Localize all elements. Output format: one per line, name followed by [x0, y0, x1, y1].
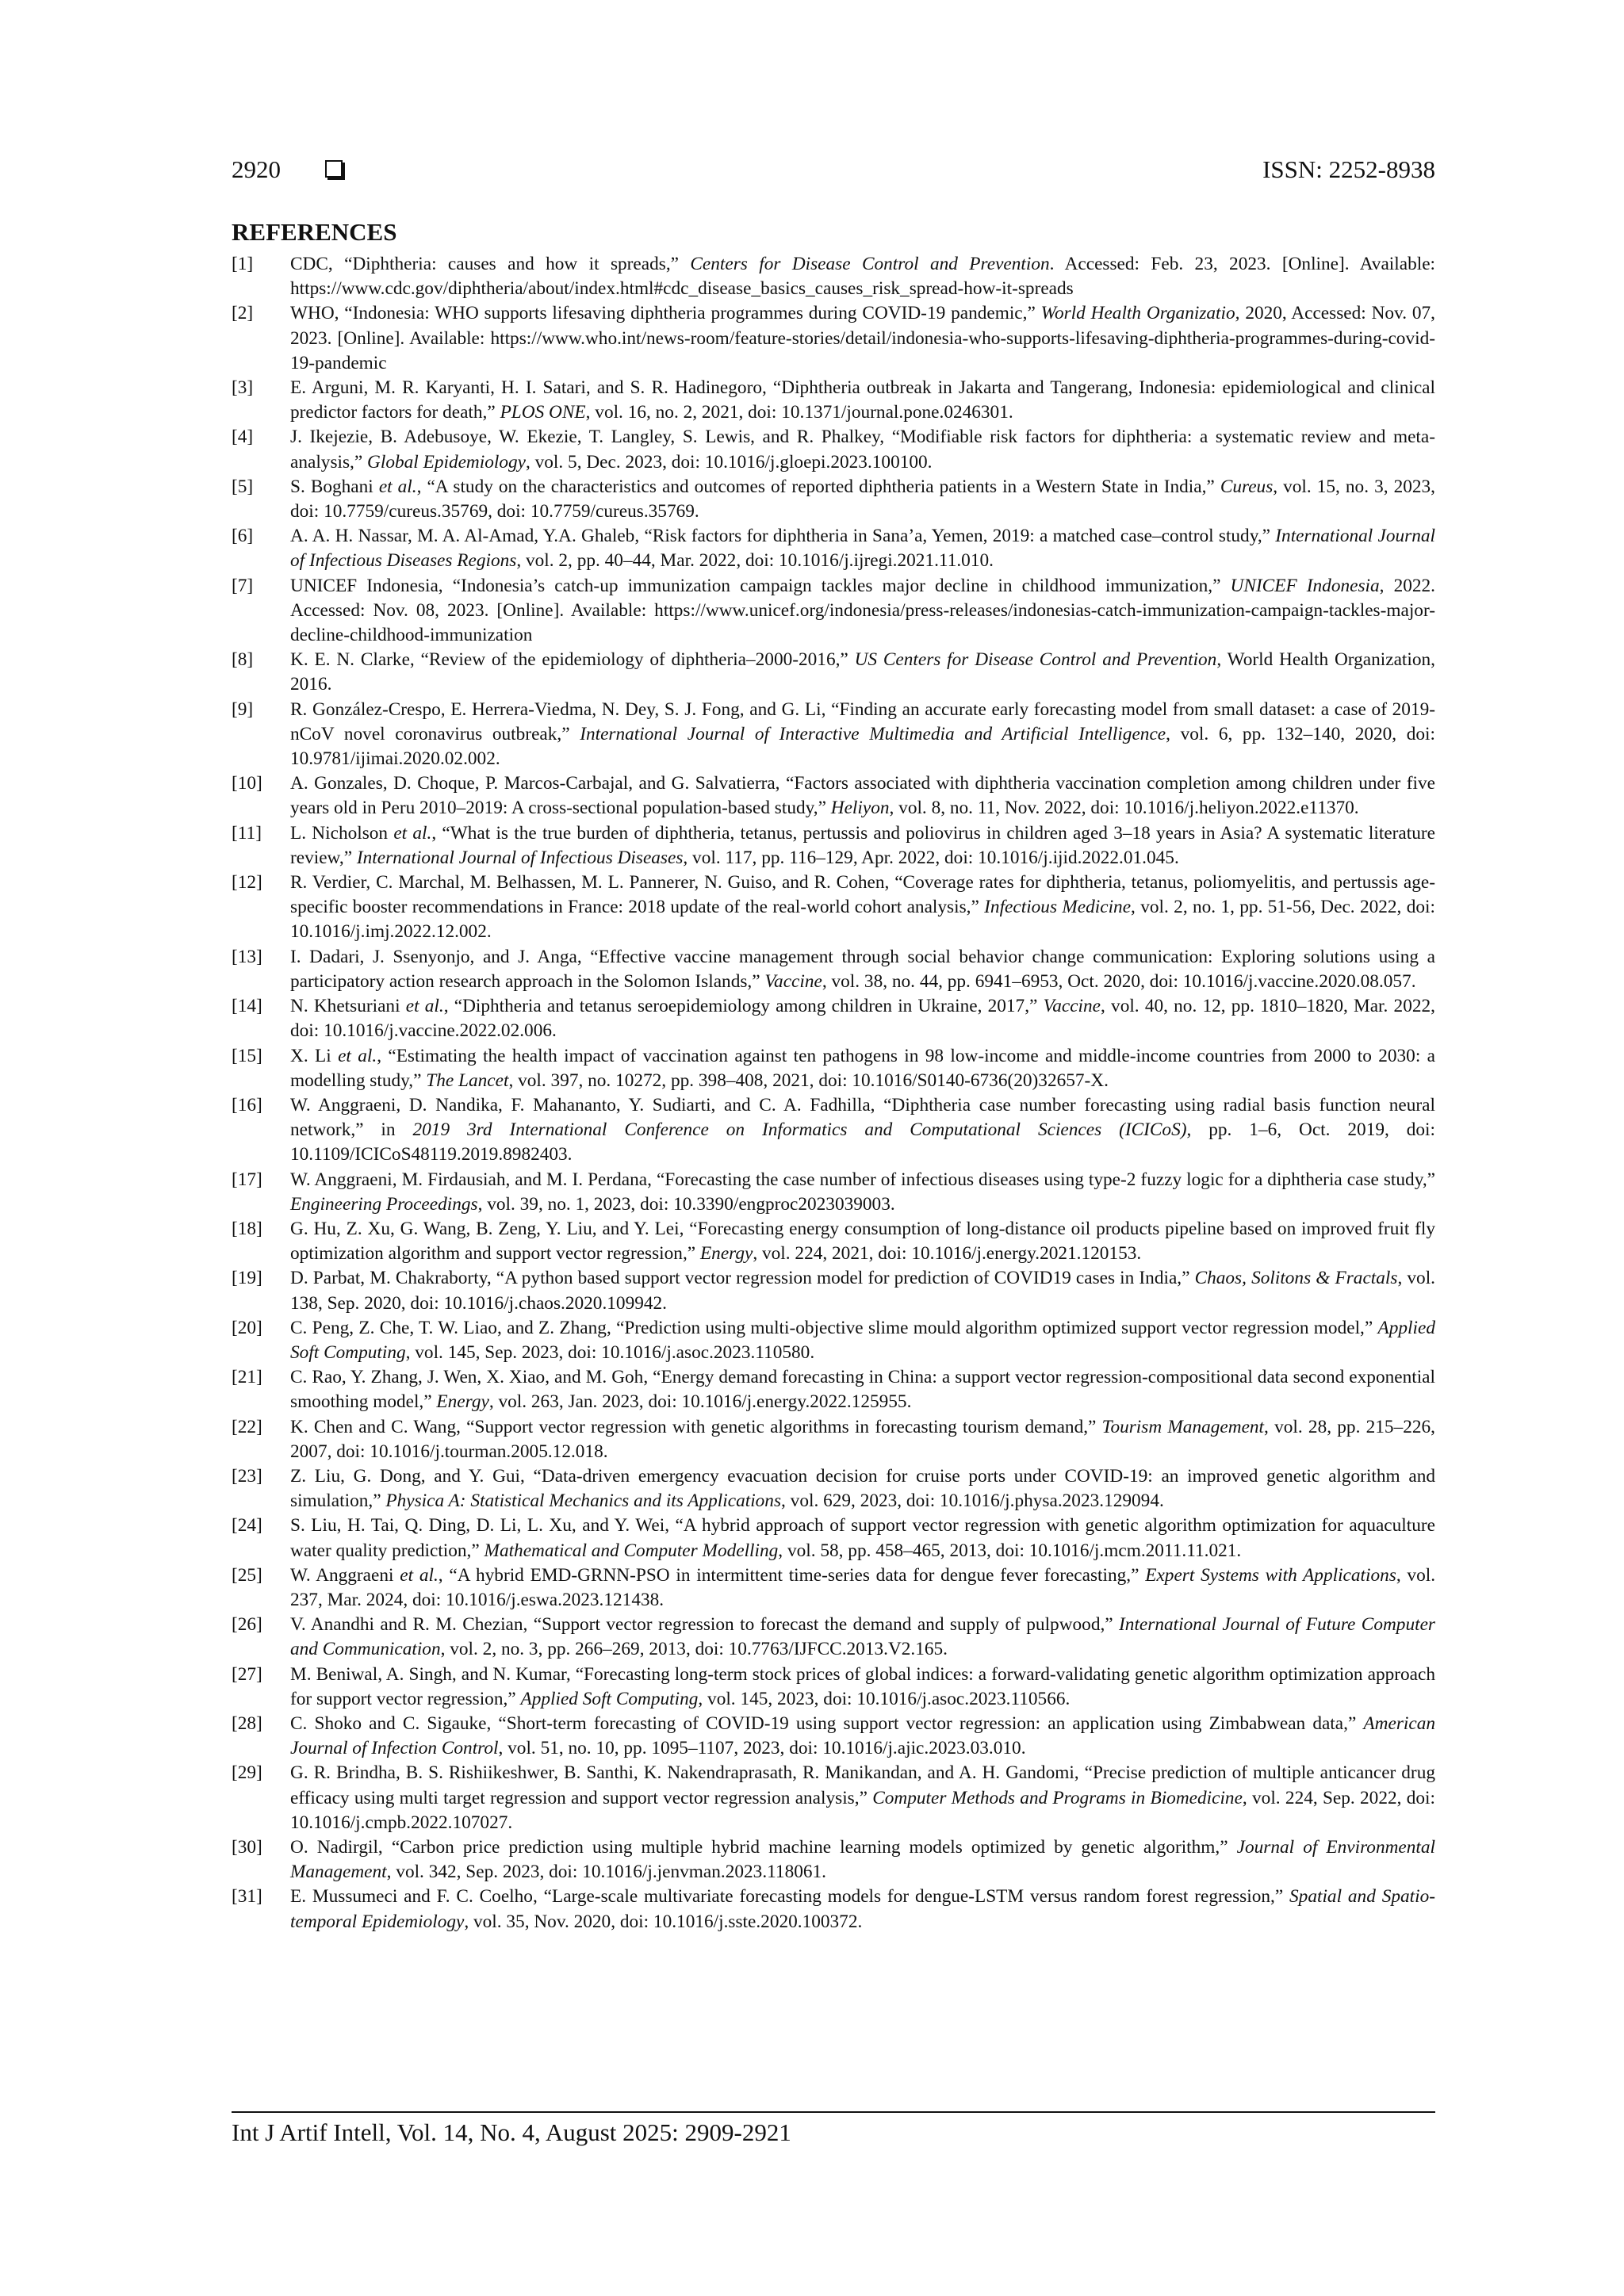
reference-segment: W. Anggraeni	[290, 1564, 400, 1586]
reference-segment: , vol. 2, no. 1, pp. 51-56, Dec. 2022, doi: 10.1016/j.imj.2022.12.002.	[290, 897, 1435, 943]
reference-italic-segment: Applied Soft Computing	[520, 1688, 699, 1709]
reference-segment: , “A hybrid EMD-GRNN-PSO in intermittent time-series data for dengue fever forecasting,”	[438, 1564, 1146, 1586]
reference-item	[232, 1365, 1435, 1414]
reference-item	[232, 1316, 1435, 1365]
reference-text	[290, 996, 1435, 1041]
reference-segment: , vol. 35, Nov. 2020, doi: 10.1016/j.sste.2020.100372.	[464, 1911, 863, 1932]
reference-text	[290, 377, 1435, 423]
reference-segment: , vol. 39, no. 1, 2023, doi: 10.3390/engproc2023039003.	[477, 1193, 895, 1215]
footer-divider	[232, 2111, 1435, 2113]
reference-number: [29]	[232, 1762, 262, 1784]
reference-text	[290, 1565, 1435, 1610]
reference-item	[232, 1712, 1435, 1761]
reference-segment: WHO, “Indonesia: WHO supports lifesaving diphtheria programmes during COVID-19 pandemic,”	[290, 303, 1041, 324]
reference-text	[290, 427, 1435, 472]
reference-segment: 2020, Accessed: Nov. 07, 2023. [Online]. Available: https://www.who.int/news-room/feature-stories/detail/indonesia-who-supports-lifesaving-diphtheria-programmes-during-covid-19-pandemic	[290, 303, 1435, 373]
reference-text	[290, 823, 1435, 868]
reference-number: [18]	[232, 1218, 262, 1239]
reference-number: [28]	[232, 1712, 262, 1734]
reference-segment: , 2022. Accessed: Nov. 08, 2023. [Online]. Available: https://www.unicef.org/indonesia/press-releases/indonesias-catch-immunization-campaign-tackles-major-decline-childhood-immunization	[290, 575, 1436, 646]
reference-number: [10]	[232, 773, 262, 794]
reference-text	[290, 1095, 1435, 1165]
reference-italic-segment: The Lancet	[426, 1070, 509, 1091]
reference-text	[290, 1268, 1435, 1313]
reference-segment: K. E. N. Clarke, “Review of the epidemiology of diphtheria–2000-2016,”	[290, 649, 855, 671]
reference-text	[290, 526, 1435, 571]
reference-text	[290, 1664, 1435, 1709]
reference-italic-segment: UNICEF Indonesia	[1230, 575, 1380, 596]
reference-segment: , vol. 51, no. 10, pp. 1095–1107, 2023, doi: 10.1016/j.ajic.2023.03.010.	[498, 1738, 1026, 1759]
reference-italic-segment: et al.	[405, 996, 444, 1017]
reference-number: [16]	[232, 1094, 262, 1115]
reference-text	[290, 1417, 1435, 1462]
reference-segment: K. Chen and C. Wang, “Support vector regression with genetic algorithms in forecasting tourism demand,”	[290, 1416, 1102, 1437]
reference-number: [26]	[232, 1614, 262, 1636]
reference-italic-segment: Chaos, Solitons & Fractals	[1194, 1268, 1398, 1289]
reference-text	[290, 1614, 1435, 1659]
reference-segment: , vol. 342, Sep. 2023, doi: 10.1016/j.jenvman.2023.118061.	[386, 1862, 826, 1883]
reference-segment: G. Hu, Z. Xu, G. Wang, B. Zeng, Y. Liu, and Y. Lei, “Forecasting energy consumption of long-distance oil products pipeline based on improved fruit fly optimization algorithm and support vector regression,”	[290, 1218, 1435, 1265]
reference-segment: C. Peng, Z. Che, T. W. Liao, and Z. Zhang, “Prediction using multi-objective slime mould algorithm optimized support vector regression model,”	[290, 1317, 1378, 1338]
reference-italic-segment: Expert Systems with Applications	[1145, 1564, 1396, 1586]
reference-item	[232, 1044, 1435, 1093]
reference-italic-segment: International Journal of Infectious Diseases Regions	[290, 526, 1435, 572]
reference-item	[232, 301, 1435, 376]
reference-item	[232, 1093, 1435, 1168]
reference-italic-segment: Spatial and Spatio-temporal Epidemiology	[290, 1886, 1435, 1932]
reference-segment: W. Anggraeni, M. Firdausiah, and M. I. Perdana, “Forecasting the case number of infectious diseases using type-2 fuzzy logic for a diphtheria case study,”	[290, 1169, 1435, 1190]
reference-item	[232, 945, 1435, 994]
reference-segment: A. A. H. Nassar, M. A. Al-Amad, Y.A. Ghaleb, “Risk factors for diphtheria in Sana’a, Yemen, 2019: a matched case–control study,”	[290, 526, 1276, 547]
reference-italic-segment: et al.	[338, 1045, 377, 1066]
reference-segment: , vol. 237, Mar. 2024, doi: 10.1016/j.eswa.2023.121438.	[290, 1564, 1436, 1610]
reference-text	[290, 1515, 1435, 1560]
reference-segment: , vol. 224, Sep. 2022, doi: 10.1016/j.cmpb.2022.107027.	[290, 1787, 1435, 1833]
reference-italic-segment: US Centers for Disease Control and Prevention	[854, 649, 1217, 671]
reference-segment: , “Estimating the health impact of vaccination against ten pathogens in 98 low-income and middle-income countries from 2000 to 2030: a modelling study,”	[290, 1045, 1435, 1091]
reference-segment: I. Dadari, J. Ssenyonjo, and J. Anga, “Effective vaccine management through social behavior change communication: Exploring solutions using a participatory action research approach in the Solomon Islands,”	[290, 946, 1435, 992]
reference-segment: E. Mussumeci and F. C. Coelho, “Large-scale multivariate forecasting models for dengue-LSTM versus random forest regression,”	[290, 1886, 1290, 1908]
reference-number: [3]	[232, 377, 254, 399]
reference-italic-segment: Centers for Disease Control and Prevention	[690, 254, 1050, 274]
reference-number: [23]	[232, 1465, 262, 1487]
reference-item	[232, 1613, 1435, 1662]
reference-segment: , vol. 15, no. 3, 2023, doi: 10.7759/cureus.35769, doi: 10.7759/cureus.35769.	[290, 476, 1435, 522]
reference-text	[290, 1837, 1435, 1882]
reference-segment: , vol. 2, no. 3, pp. 266–269, 2013, doi: 10.7763/IJFCC.2013.V2.165.	[440, 1639, 948, 1660]
reference-number: [2]	[232, 303, 254, 324]
reference-text	[290, 1169, 1435, 1215]
reference-italic-segment: Physica A: Statistical Mechanics and its Applications	[385, 1490, 782, 1512]
reference-segment: C. Shoko and C. Sigauke, “Short-term forecasting of COVID-19 using support vector regression: an application using Zimbabwean data,”	[290, 1712, 1364, 1734]
reference-segment: , vol. 40, no. 12, pp. 1810–1820, Mar. 2022, doi: 10.1016/j.vaccine.2022.02.006.	[290, 996, 1435, 1042]
reference-segment: C. Rao, Y. Zhang, J. Wen, X. Xiao, and M. Goh, “Energy demand forecasting in China: a support vector regression-compositional data second exponential smoothing model,”	[290, 1367, 1435, 1413]
reference-text	[290, 699, 1435, 769]
reference-number: [24]	[232, 1515, 262, 1536]
page-number: 2920	[232, 155, 281, 183]
reference-number: [19]	[232, 1268, 262, 1289]
reference-number: [13]	[232, 946, 262, 967]
references-heading: REFERENCES	[232, 218, 397, 246]
reference-item	[232, 376, 1435, 425]
reference-segment: L. Nicholson	[290, 822, 394, 844]
reference-number: [12]	[232, 872, 262, 894]
reference-item	[232, 425, 1435, 474]
reference-segment: CDC, “Diphtheria: causes and how it spreads,”	[290, 254, 691, 274]
reference-text	[290, 1046, 1435, 1091]
reference-italic-segment: American Journal of Infection Control	[290, 1712, 1435, 1759]
reference-segment: , vol. 28, pp. 215–226, 2007, doi: 10.1016/j.tourman.2005.12.018.	[290, 1416, 1435, 1462]
reference-segment: S. Liu, H. Tai, Q. Ding, D. Li, L. Xu, and Y. Wei, “A hybrid approach of support vector regression with genetic algorithm optimization for aquaculture water quality prediction,”	[290, 1515, 1435, 1561]
reference-segment: , World Health Organization, 2016.	[290, 649, 1435, 695]
reference-segment: , “What is the true burden of diphtheria, tetanus, pertussis and poliovirus in children aged 3–18 years in Asia? A systematic literature review,”	[290, 822, 1435, 868]
reference-segment: J. Ikejezie, B. Adebusoye, W. Ekezie, T. Langley, S. Lewis, and R. Phalkey, “Modifiable risk factors for diphtheria: a systematic review and meta-analysis,”	[290, 427, 1435, 473]
reference-segment: , vol. 263, Jan. 2023, doi: 10.1016/j.energy.2022.125955.	[488, 1391, 912, 1413]
reference-segment: , “A study on the characteristics and outcomes of reported diphtheria patients in a Western State in India,”	[416, 476, 1220, 497]
reference-italic-segment: et al.	[400, 1564, 439, 1586]
reference-item	[232, 871, 1435, 945]
reference-text	[290, 872, 1435, 942]
reference-item	[232, 252, 1435, 301]
reference-number: [20]	[232, 1317, 262, 1338]
reference-italic-segment: International Journal of Interactive Multimedia and Artificial Intelligence	[580, 723, 1166, 744]
reference-number: [11]	[232, 822, 262, 844]
reference-number: [7]	[232, 575, 254, 596]
reference-segment: , vol. 16, no. 2, 2021, doi: 10.1371/journal.pone.0246301.	[585, 402, 1013, 423]
reference-number: [14]	[232, 996, 262, 1017]
reference-number: [9]	[232, 698, 254, 720]
reference-item	[232, 574, 1435, 649]
reference-list	[232, 252, 1435, 1934]
reference-text	[290, 649, 1435, 695]
reference-italic-segment: Energy	[699, 1243, 753, 1265]
reference-number: [22]	[232, 1416, 262, 1437]
reference-text	[290, 476, 1435, 522]
reference-segment: N. Khetsuriani	[290, 996, 406, 1017]
reference-italic-segment: PLOS ONE	[500, 402, 586, 423]
reference-segment: , vol. 224, 2021, doi: 10.1016/j.energy.2021.120153.	[753, 1243, 1142, 1265]
reference-italic-segment: Cureus	[1220, 476, 1274, 497]
reference-item	[232, 1563, 1435, 1613]
reference-segment: O. Nadirgil, “Carbon price prediction using multiple hybrid machine learning models optimized by genetic algorithm,”	[290, 1837, 1237, 1858]
reference-italic-segment: International Journal of Future Computer and Communication	[290, 1614, 1435, 1660]
reference-item	[232, 1835, 1435, 1885]
reference-item	[232, 1168, 1435, 1217]
reference-segment: S. Boghani	[290, 476, 379, 497]
reference-segment: G. R. Brindha, B. S. Rishiikeshwer, B. Santhi, K. Nakendraprasath, R. Manikandan, and A. H. Gandomi, “Precise prediction of multiple anticancer drug efficacy using multi target regression and support vector regression analysis,”	[290, 1762, 1435, 1808]
reference-italic-segment: World Health Organizatio,	[1040, 303, 1240, 324]
reference-segment: , vol. 38, no. 44, pp. 6941–6953, Oct. 2020, doi: 10.1016/j.vaccine.2020.08.057.	[822, 970, 1416, 992]
reference-segment: , vol. 145, Sep. 2023, doi: 10.1016/j.asoc.2023.110580.	[405, 1341, 815, 1363]
reference-italic-segment: Mathematical and Computer Modelling	[484, 1540, 779, 1561]
reference-segment: X. Li	[290, 1045, 339, 1066]
reference-item	[232, 524, 1435, 573]
reference-text	[290, 947, 1435, 992]
reference-segment: . Accessed: Feb. 23, 2023. [Online]. Available: https://www.cdc.gov/diphtheria/about/index.html#cdc_disease_basics_causes_risk_spread-how-it-spreads	[290, 254, 1436, 300]
reference-italic-segment: Energy	[436, 1391, 489, 1413]
reference-italic-segment: Journal of Environmental Management	[290, 1837, 1436, 1883]
reference-italic-segment: 2019 3rd International Conference on Informatics and Computational Sciences (ICICoS)	[412, 1119, 1187, 1141]
reference-text	[290, 1219, 1435, 1264]
reference-segment: M. Beniwal, A. Singh, and N. Kumar, “Forecasting long-term stock prices of global indices: a forward-validating genetic algorithm optimization approach for support vector regression,”	[290, 1663, 1435, 1709]
checkbox-square-icon	[325, 160, 343, 178]
reference-segment: , vol. 5, Dec. 2023, doi: 10.1016/j.gloepi.2023.100100.	[525, 451, 933, 473]
reference-text	[290, 1367, 1435, 1412]
reference-item	[232, 475, 1435, 524]
reference-text	[290, 1762, 1435, 1832]
reference-item	[232, 648, 1435, 697]
reference-segment: , pp. 1–6, Oct. 2019, doi: 10.1109/ICICoS48119.2019.8982403.	[290, 1119, 1435, 1165]
reference-segment: R. Verdier, C. Marchal, M. Belhassen, M. L. Pannerer, N. Guiso, and R. Cohen, “Coverage rates for diphtheria, tetanus, poliomyelitis, and pertussis age-specific booster recommendations in France: 2018 update of the real-world cohort analysis,”	[290, 872, 1435, 918]
reference-segment: V. Anandhi and R. M. Chezian, “Support vector regression to forecast the demand and supply of pulpwood,”	[290, 1614, 1120, 1636]
reference-item	[232, 1885, 1435, 1934]
reference-segment: Z. Liu, G. Dong, and Y. Gui, “Data-driven emergency evacuation decision for cruise ports under COVID-19: an improved genetic algorithm and simulation,”	[290, 1465, 1435, 1512]
reference-text	[290, 1886, 1435, 1931]
reference-segment: , vol. 58, pp. 458–465, 2013, doi: 10.1016/j.mcm.2011.11.021.	[778, 1540, 1242, 1561]
reference-segment: , vol. 117, pp. 116–129, Apr. 2022, doi: 10.1016/j.ijid.2022.01.045.	[683, 847, 1179, 868]
reference-number: [17]	[232, 1169, 262, 1190]
reference-number: [25]	[232, 1564, 262, 1586]
reference-italic-segment: Heliyon	[830, 798, 890, 819]
reference-italic-segment: Tourism Management	[1101, 1416, 1265, 1437]
reference-item	[232, 1663, 1435, 1712]
reference-italic-segment: Applied Soft Computing	[290, 1317, 1435, 1363]
reference-number: [31]	[232, 1886, 262, 1908]
reference-segment: , vol. 138, Sep. 2020, doi: 10.1016/j.chaos.2020.109942.	[290, 1268, 1436, 1314]
reference-segment: , vol. 629, 2023, doi: 10.1016/j.physa.2023.129094.	[781, 1490, 1164, 1512]
reference-segment: W. Anggraeni, D. Nandika, F. Mahananto, Y. Sudiarti, and C. A. Fadhilla, “Diphtheria case number forecasting using radial basis function neural network,” in	[290, 1094, 1435, 1141]
reference-item	[232, 698, 1435, 772]
reference-item	[232, 821, 1435, 871]
reference-number: [21]	[232, 1367, 262, 1388]
reference-segment: A. Gonzales, D. Choque, P. Marcos-Carbajal, and G. Salvatierra, “Factors associated with diphtheria vaccination completion among children under five years old in Peru 2010–2019: A cross-sectional population-based study,”	[290, 773, 1435, 819]
reference-segment: , vol. 2, pp. 40–44, Mar. 2022, doi: 10.1016/j.ijregi.2021.11.010.	[516, 550, 994, 572]
reference-segment: D. Parbat, M. Chakraborty, “A python based support vector regression model for prediction of COVID19 cases in India,”	[290, 1268, 1195, 1289]
reference-segment: UNICEF Indonesia, “Indonesia’s catch-up immunization campaign tackles major decline in childhood immunization,”	[290, 575, 1231, 596]
reference-italic-segment: Vaccine	[1043, 996, 1101, 1017]
page-header	[232, 155, 1435, 195]
issn-label: ISSN: 2252-8938	[1262, 155, 1435, 183]
reference-item	[232, 1513, 1435, 1563]
reference-italic-segment: Computer Methods and Programs in Biomedicine	[872, 1787, 1243, 1808]
reference-italic-segment: et al.	[378, 476, 417, 497]
reference-number: [30]	[232, 1837, 262, 1858]
reference-segment: R. González-Crespo, E. Herrera-Viedma, N. Dey, S. J. Fong, and G. Li, “Finding an accurate early forecasting model from small dataset: a case of 2019-nCoV novel coronavirus outbreak,”	[290, 698, 1435, 744]
reference-number: [4]	[232, 427, 254, 448]
reference-italic-segment: Engineering Proceedings	[290, 1193, 478, 1215]
reference-number: [5]	[232, 476, 254, 497]
reference-item	[232, 1266, 1435, 1315]
reference-item	[232, 994, 1435, 1043]
reference-segment: E. Arguni, M. R. Karyanti, H. I. Satari, and S. R. Hadinegoro, “Diphtheria outbreak in Jakarta and Tangerang, Indonesia: epidemiological and clinical predictor factors for death,”	[290, 377, 1435, 423]
reference-number: [8]	[232, 649, 254, 671]
page-footer: Int J Artif Intell, Vol. 14, No. 4, August 2025: 2909-2921	[232, 2118, 791, 2146]
reference-item	[232, 771, 1435, 821]
reference-item	[232, 1415, 1435, 1464]
reference-number: [6]	[232, 526, 254, 547]
reference-item	[232, 1761, 1435, 1835]
reference-italic-segment: Infectious Medicine	[984, 897, 1132, 918]
reference-italic-segment: Vaccine	[764, 970, 822, 992]
reference-number: [15]	[232, 1045, 262, 1066]
reference-segment: , vol. 145, 2023, doi: 10.1016/j.asoc.2023.110566.	[698, 1688, 1071, 1709]
reference-text	[290, 1318, 1435, 1363]
reference-text	[290, 254, 1435, 299]
reference-italic-segment: Global Epidemiology	[367, 451, 526, 473]
reference-segment: , vol. 8, no. 11, Nov. 2022, doi: 10.1016/j.heliyon.2022.e11370.	[889, 798, 1359, 819]
reference-text	[290, 576, 1435, 645]
reference-italic-segment: et al.	[393, 822, 432, 844]
reference-number: [1]	[232, 254, 254, 274]
reference-text	[290, 1713, 1435, 1758]
reference-item	[232, 1217, 1435, 1266]
reference-item	[232, 1464, 1435, 1513]
reference-segment: , vol. 6, pp. 132–140, 2020, doi: 10.9781/ijimai.2020.02.002.	[290, 723, 1435, 770]
reference-segment: , “Diphtheria and tetanus seroepidemiology among children in Ukraine, 2017,”	[443, 996, 1044, 1017]
reference-text	[290, 303, 1435, 373]
reference-italic-segment: International Journal of Infectious Diseases	[356, 847, 684, 868]
reference-segment: , vol. 397, no. 10272, pp. 398–408, 2021, doi: 10.1016/S0140-6736(20)32657-X.	[508, 1070, 1109, 1091]
reference-text	[290, 1466, 1435, 1511]
reference-text	[290, 773, 1435, 818]
reference-number: [27]	[232, 1663, 262, 1685]
